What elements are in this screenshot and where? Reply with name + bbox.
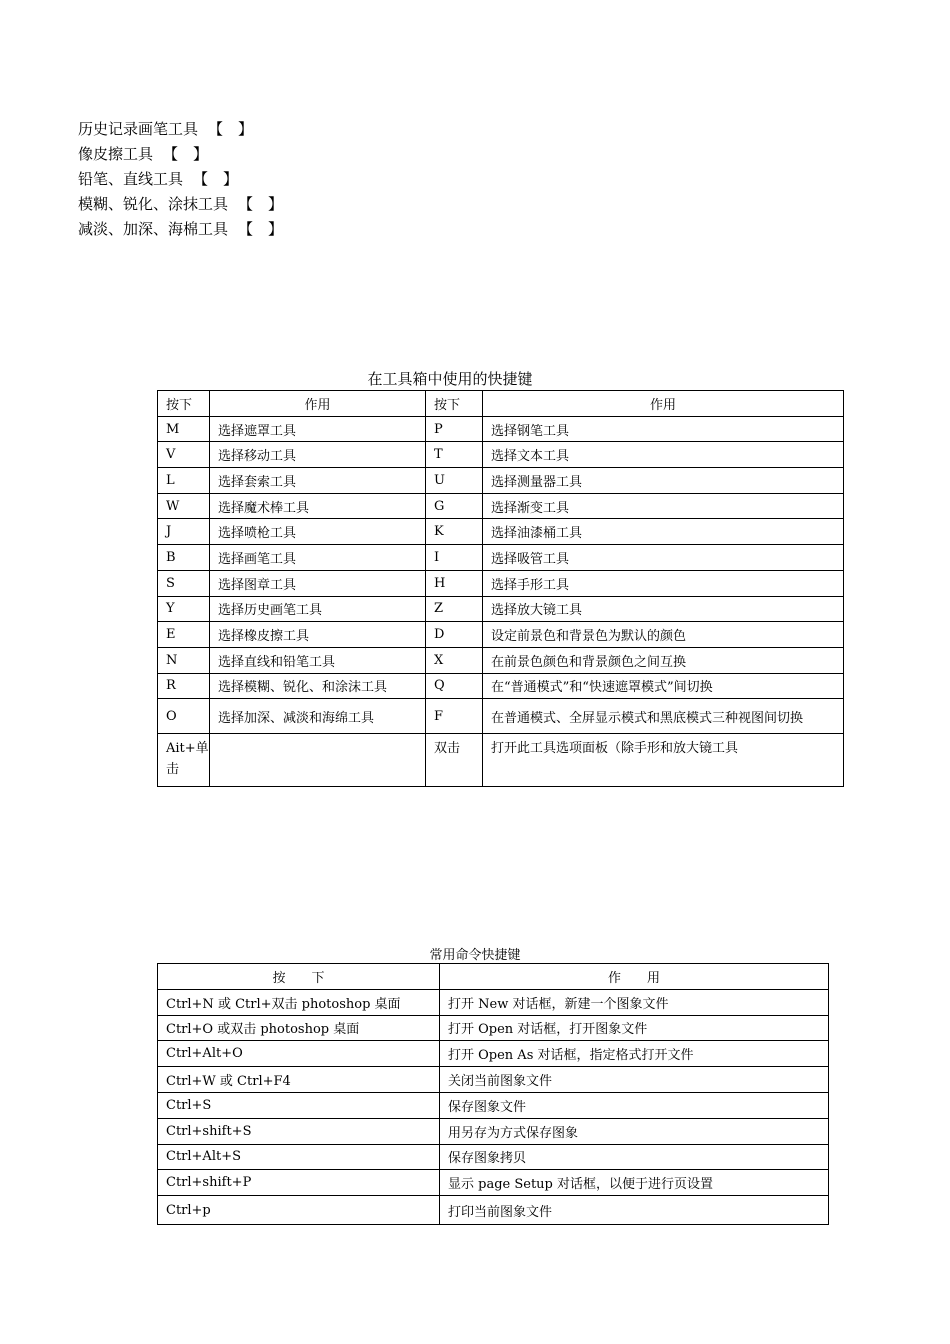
key-cell: B	[158, 545, 210, 571]
shortcut-cell: Ctrl+Alt+O	[158, 1041, 440, 1067]
shortcut-cell: Ctrl+shift+P	[158, 1170, 440, 1196]
item-text: 像皮擦工具	[78, 145, 154, 163]
header-cell: 作用	[210, 391, 426, 417]
action-cell: 选择渐变工具	[483, 493, 844, 519]
toolbox-table-caption: 在工具箱中使用的快捷键	[367, 370, 533, 388]
command-table-caption: 常用命令快捷键	[429, 948, 521, 963]
action-cell: 选择钢笔工具	[483, 416, 844, 442]
toolbox-shortcut-table	[157, 390, 844, 787]
action-cell: 保存图象拷贝	[440, 1144, 829, 1170]
action-cell: 选择吸管工具	[483, 545, 844, 571]
table-row	[158, 622, 844, 648]
action-cell: 选择油漆桶工具	[483, 519, 844, 545]
key-cell: R	[158, 673, 210, 699]
action-cell: 在“普通模式”和“快速遮罩模式”间切换	[483, 673, 844, 699]
key-cell: L	[158, 468, 210, 494]
key-cell: M	[158, 416, 210, 442]
item-text: 历史记录画笔工具	[78, 120, 199, 138]
action-cell: 选择喷枪工具	[210, 519, 426, 545]
table-row	[158, 570, 844, 596]
action-cell: 选择文本工具	[483, 442, 844, 468]
answer-bracket: 【 】	[238, 220, 284, 238]
table-row	[158, 1015, 829, 1041]
key-cell: W	[158, 493, 210, 519]
tool-question-list	[78, 117, 283, 242]
shortcut-cell: Ctrl+O 或双击 photoshop 桌面	[158, 1015, 440, 1041]
table-row	[158, 673, 844, 699]
action-cell	[210, 734, 426, 787]
key-cell: S	[158, 570, 210, 596]
table-row	[158, 1092, 829, 1118]
key-cell: I	[426, 545, 483, 571]
action-cell: 设定前景色和背景色为默认的颜色	[483, 622, 844, 648]
command-shortcut-table	[157, 963, 829, 1225]
table-row	[158, 468, 844, 494]
list-item	[78, 142, 283, 167]
action-cell: 打开 Open As 对话框，指定格式打开文件	[440, 1041, 829, 1067]
table-row	[158, 734, 844, 787]
key-cell: Q	[426, 673, 483, 699]
action-cell: 打开此工具选项面板（除手形和放大镜工具	[483, 734, 844, 787]
item-text: 铅笔、直线工具	[78, 170, 184, 188]
table-header-row	[158, 391, 844, 417]
answer-bracket: 【 】	[238, 195, 284, 213]
table-row	[158, 519, 844, 545]
key-cell: H	[426, 570, 483, 596]
key-cell: D	[426, 622, 483, 648]
key-cell: Z	[426, 596, 483, 622]
action-cell: 选择橡皮擦工具	[210, 622, 426, 648]
header-cell: 按下	[158, 391, 210, 417]
key-cell: T	[426, 442, 483, 468]
shortcut-cell: Ctrl+S	[158, 1092, 440, 1118]
action-cell: 选择放大镜工具	[483, 596, 844, 622]
table-row	[158, 1196, 829, 1225]
table-row	[158, 1144, 829, 1170]
list-item	[78, 192, 283, 217]
table-row	[158, 1118, 829, 1144]
shortcut-cell: Ctrl+N 或 Ctrl+双击 photoshop 桌面	[158, 989, 440, 1015]
action-cell: 打开 Open 对话框，打开图象文件	[440, 1015, 829, 1041]
key-cell: J	[158, 519, 210, 545]
table-row	[158, 1067, 829, 1093]
shortcut-cell: Ctrl+W 或 Ctrl+F4	[158, 1067, 440, 1093]
header-cell: 按 下	[158, 964, 440, 990]
list-item	[78, 117, 283, 142]
key-cell: G	[426, 493, 483, 519]
table-row	[158, 1170, 829, 1196]
list-item	[78, 167, 283, 192]
table-row	[158, 647, 844, 673]
key-cell: E	[158, 622, 210, 648]
answer-bracket: 【 】	[193, 170, 239, 188]
key-cell: K	[426, 519, 483, 545]
action-cell: 保存图象文件	[440, 1092, 829, 1118]
table-row	[158, 545, 844, 571]
table-row	[158, 596, 844, 622]
action-cell: 打印当前图象文件	[440, 1196, 829, 1225]
table-row	[158, 442, 844, 468]
action-cell: 选择画笔工具	[210, 545, 426, 571]
shortcut-cell: Ctrl+shift+S	[158, 1118, 440, 1144]
action-cell: 在普通模式、全屏显示模式和黑底模式三种视图间切换	[483, 699, 844, 734]
action-cell: 选择加深、减淡和海绵工具	[210, 699, 426, 734]
action-cell: 选择套索工具	[210, 468, 426, 494]
action-cell: 选择历史画笔工具	[210, 596, 426, 622]
key-cell: N	[158, 647, 210, 673]
table-row	[158, 699, 844, 734]
action-cell: 选择直线和铅笔工具	[210, 647, 426, 673]
list-item	[78, 217, 283, 242]
table-row	[158, 1041, 829, 1067]
table-row	[158, 493, 844, 519]
shortcut-cell: Ctrl+Alt+S	[158, 1144, 440, 1170]
key-cell: P	[426, 416, 483, 442]
action-cell: 选择手形工具	[483, 570, 844, 596]
shortcut-cell: Ctrl+p	[158, 1196, 440, 1225]
table-row	[158, 416, 844, 442]
answer-bracket: 【 】	[163, 145, 209, 163]
header-cell: 作用	[483, 391, 844, 417]
action-cell: 关闭当前图象文件	[440, 1067, 829, 1093]
item-text: 减淡、加深、海棉工具	[78, 220, 229, 238]
action-cell: 选择模糊、锐化、和涂沫工具	[210, 673, 426, 699]
key-cell: Y	[158, 596, 210, 622]
key-cell: F	[426, 699, 483, 734]
key-cell: 双击	[426, 734, 483, 787]
key-cell: O	[158, 699, 210, 734]
action-cell: 选择测量器工具	[483, 468, 844, 494]
action-cell: 在前景色颜色和背景颜色之间互换	[483, 647, 844, 673]
action-cell: 用另存为方式保存图象	[440, 1118, 829, 1144]
action-cell: 选择遮罩工具	[210, 416, 426, 442]
header-cell: 作 用	[440, 964, 829, 990]
key-cell: U	[426, 468, 483, 494]
answer-bracket: 【 】	[208, 120, 254, 138]
table-header-row	[158, 964, 829, 990]
table-row	[158, 989, 829, 1015]
key-cell: X	[426, 647, 483, 673]
action-cell: 打开 New 对话框，新建一个图象文件	[440, 989, 829, 1015]
action-cell: 选择图章工具	[210, 570, 426, 596]
action-cell: 选择魔术棒工具	[210, 493, 426, 519]
item-text: 模糊、锐化、涂抹工具	[78, 195, 229, 213]
action-cell: 显示 page Setup 对话框，以便于进行页设置	[440, 1170, 829, 1196]
key-cell: V	[158, 442, 210, 468]
header-cell: 按下	[426, 391, 483, 417]
action-cell: 选择移动工具	[210, 442, 426, 468]
key-cell: Ait+单击	[158, 734, 210, 787]
